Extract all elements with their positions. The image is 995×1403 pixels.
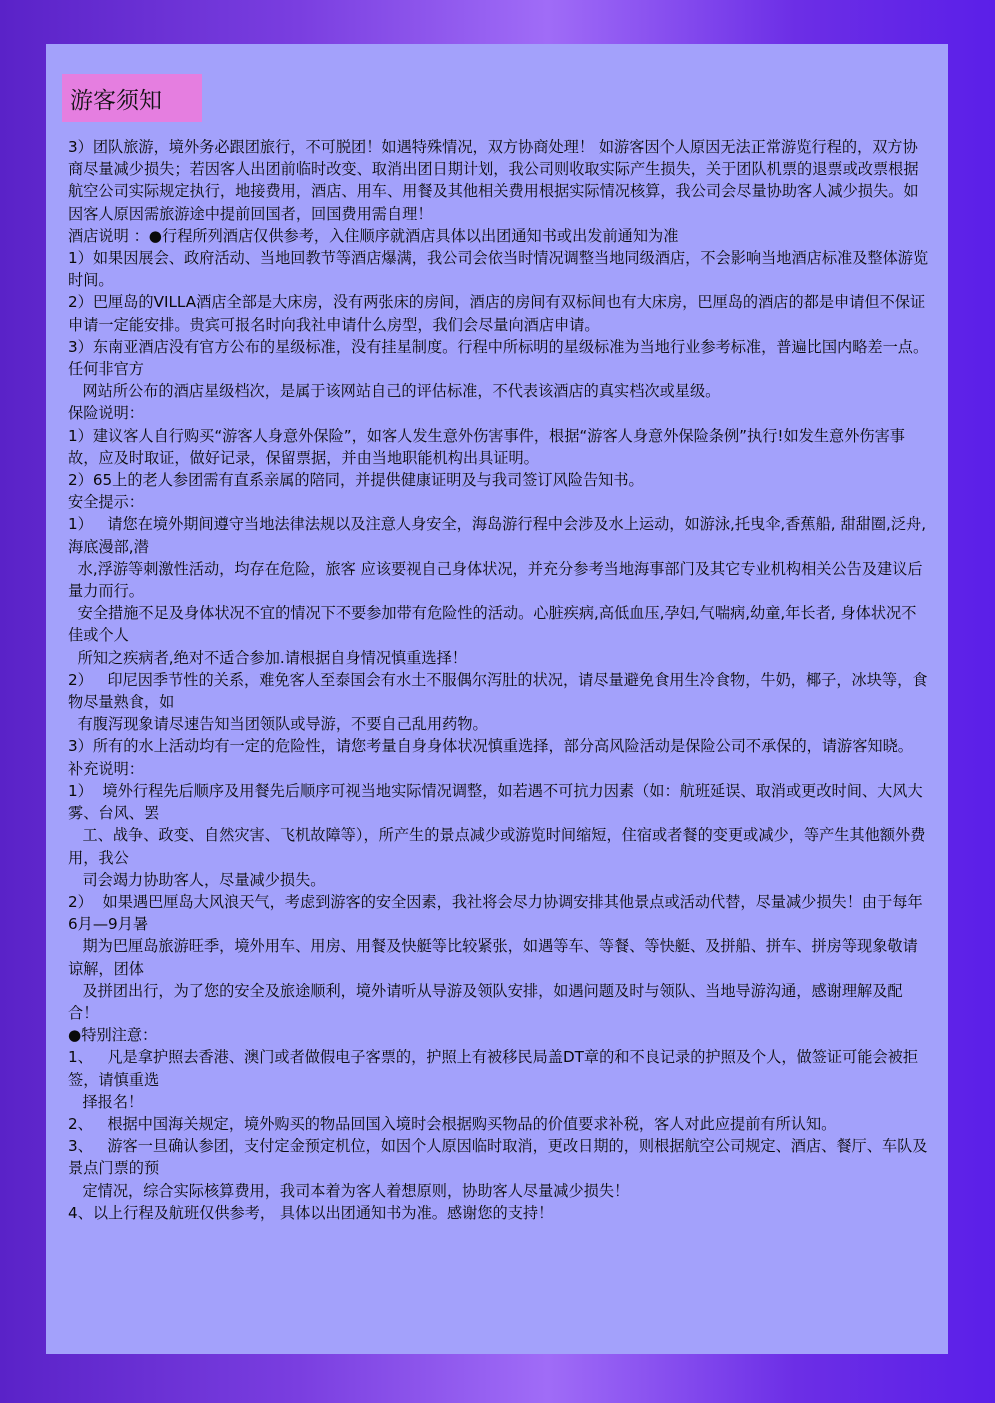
notice-paragraph: 2）65上的老人参团需有直系亲属的陪同，并提供健康证明及与我司签订风险告知书。 [68, 471, 644, 490]
notice-paragraph: 2） 印尼因季节性的关系，难免客人至泰国会有水土不服偶尔泻肚的状况，请尽量避免食用生冷食物，牛奶，椰子，冰块等，食物尽量熟食，如 [68, 670, 928, 712]
notice-paragraph: 2） 如果遇巴厘岛大风浪天气，考虑到游客的安全因素，我社将会尽力协调安排其他景点或活动代替，尽量减少损失！由于每年6月—9月暑 [68, 892, 923, 934]
notice-paragraph: 补充说明： [68, 759, 144, 778]
notice-paragraph: 2、 根据中国海关规定，境外购买的物品回国入境时会根据购买物品的价值要求补税，客人对此应提前有所认知。 [68, 1114, 837, 1133]
notice-paragraph: 酒店说明 ：●行程所列酒店仅供参考，入住顺序就酒店具体以出团通知书或出发前通知为准 [68, 226, 679, 245]
notice-paragraph: 3）团队旅游，境外务必跟团旅行，不可脱团！如遇特殊情况，双方协商处理！ 如游客因个人原因无法正常游览行程的，双方协商尽量减少损失；若因客人出团前临时改变、取消出团日期计划，我公司则收取实际产生损失，关于团队机票的退票或改票根据航空公司实际规定执行，地接费用，酒店、用车、用餐及其他相关费用根据实际情况核算，我公司会尽量协助客人减少损失。如因客人原因需旅游途中提前回国者，回国费用需自理！ [68, 138, 919, 223]
notice-paragraph: 网站所公布的酒店星级档次，是属于该网站自己的评估标准，不代表该酒店的真实档次或星级。 [68, 382, 721, 401]
page-title: 游客须知 [70, 87, 162, 114]
notice-paragraph: 水,浮游等刺激性活动，均存在危险，旅客 应该要视自己身体状况，并充分参考当地海事部门及其它专业机构相关公告及建议后量力而行。 [68, 559, 923, 601]
title-banner [62, 74, 202, 122]
notice-paragraph: 有腹泻现象请尽速告知当团领队或导游，不要自己乱用药物。 [68, 715, 488, 734]
notice-paragraph: 3）东南亚酒店没有官方公布的星级标准，没有挂星制度。行程中所标明的星级标准为当地行业参考标准，普遍比国内略差一点。任何非官方 [68, 337, 929, 379]
notice-paragraph: 安全措施不足及身体状况不宜的情况下不要参加带有危险性的活动。心脏疾病,高低血压,孕妇,气喘病,幼童,年长者, 身体状况不佳或个人 [68, 604, 917, 645]
notice-content [68, 136, 930, 1224]
notice-paragraph: 及拼团出行，为了您的安全及旅途顺利，境外请听从导游及领队安排，如遇问题及时与领队、当地导游沟通，感谢理解及配合！ [68, 981, 903, 1022]
notice-paragraph: 2）巴厘岛的VILLA酒店全部是大床房，没有两张床的房间，酒店的房间有双标间也有大床房，巴厘岛的酒店的都是申请但不保证申请一定能安排。贵宾可报名时向我社申请什么房型，我们会尽量向酒店申请。 [68, 293, 926, 334]
notice-paragraph: 定情况，综合实际核算费用，我司本着为客人着想原则，协助客人尽量减少损失！ [68, 1181, 630, 1200]
notice-paragraph: 1）如果因展会、政府活动、当地回教节等酒店爆满，我公司会依当时情况调整当地同级酒店，不会影响当地酒店标准及整体游览时间。 [68, 249, 929, 290]
notice-paragraph: 安全提示： [68, 493, 144, 512]
notice-paragraph: 1、 凡是拿护照去香港、澳门或者做假电子客票的，护照上有被移民局盖DT章的和不良记录的护照及个人，做签证可能会被拒签，请慎重选 [68, 1048, 919, 1089]
notice-paragraph: 工、战争、政变、自然灾害、飞机故障等），所产生的景点减少或游览时间缩短，住宿或者餐的变更或减少，等产生其他额外费用，我公 [68, 826, 926, 867]
notice-paragraph: 3、 游客一旦确认参团，支付定金预定机位，如因个人原因临时取消，更改日期的，则根据航空公司规定、酒店、餐厅、车队及景点门票的预 [68, 1137, 928, 1178]
notice-paragraph: 4、以上行程及航班仅供参考， 具体以出团通知书为准。感谢您的支持！ [68, 1203, 554, 1222]
notice-paragraph: 期为巴厘岛旅游旺季，境外用车、用房、用餐及快艇等比较紧张，如遇等车、等餐、等快艇、及拼船、拼车、拼房等现象敬请谅解，团体 [68, 937, 918, 978]
notice-paragraph: 1） 境外行程先后顺序及用餐先后顺序可视当地实际情况调整，如若遇不可抗力因素（如：航班延误、取消或更改时间、大风大雾、台风、罢 [68, 781, 923, 823]
notice-paragraph: 保险说明： [68, 404, 144, 423]
notice-paragraph: 司会竭力协助客人，尽量减少损失。 [68, 870, 326, 889]
notice-paragraph: 所知之疾病者,绝对不适合参加.请根据自身情况慎重选择！ [68, 648, 467, 667]
notice-paragraph: 1） 请您在境外期间遵守当地法律法规以及注意人身安全，海岛游行程中会涉及水上运动，如游泳,托曳伞,香蕉船, 甜甜圈,泛舟,海底漫部,潜 [68, 515, 927, 556]
notice-paragraph: 1）建议客人自行购买“游客人身意外保险”，如客人发生意外伤害事件，根据“游客人身意外保险条例”执行!如发生意外伤害事故，应及时取证，做好记录，保留票据，并由当地职能机构出具证明。 [68, 426, 905, 467]
notice-paragraph: ●特别注意： [68, 1026, 158, 1045]
notice-paragraph: 3）所有的水上活动均有一定的危险性，请您考量自身身体状况慎重选择，部分高风险活动是保险公司不承保的，请游客知晓。 [68, 737, 913, 756]
notice-panel [46, 44, 948, 1354]
notice-paragraph: 择报名！ [68, 1092, 144, 1111]
